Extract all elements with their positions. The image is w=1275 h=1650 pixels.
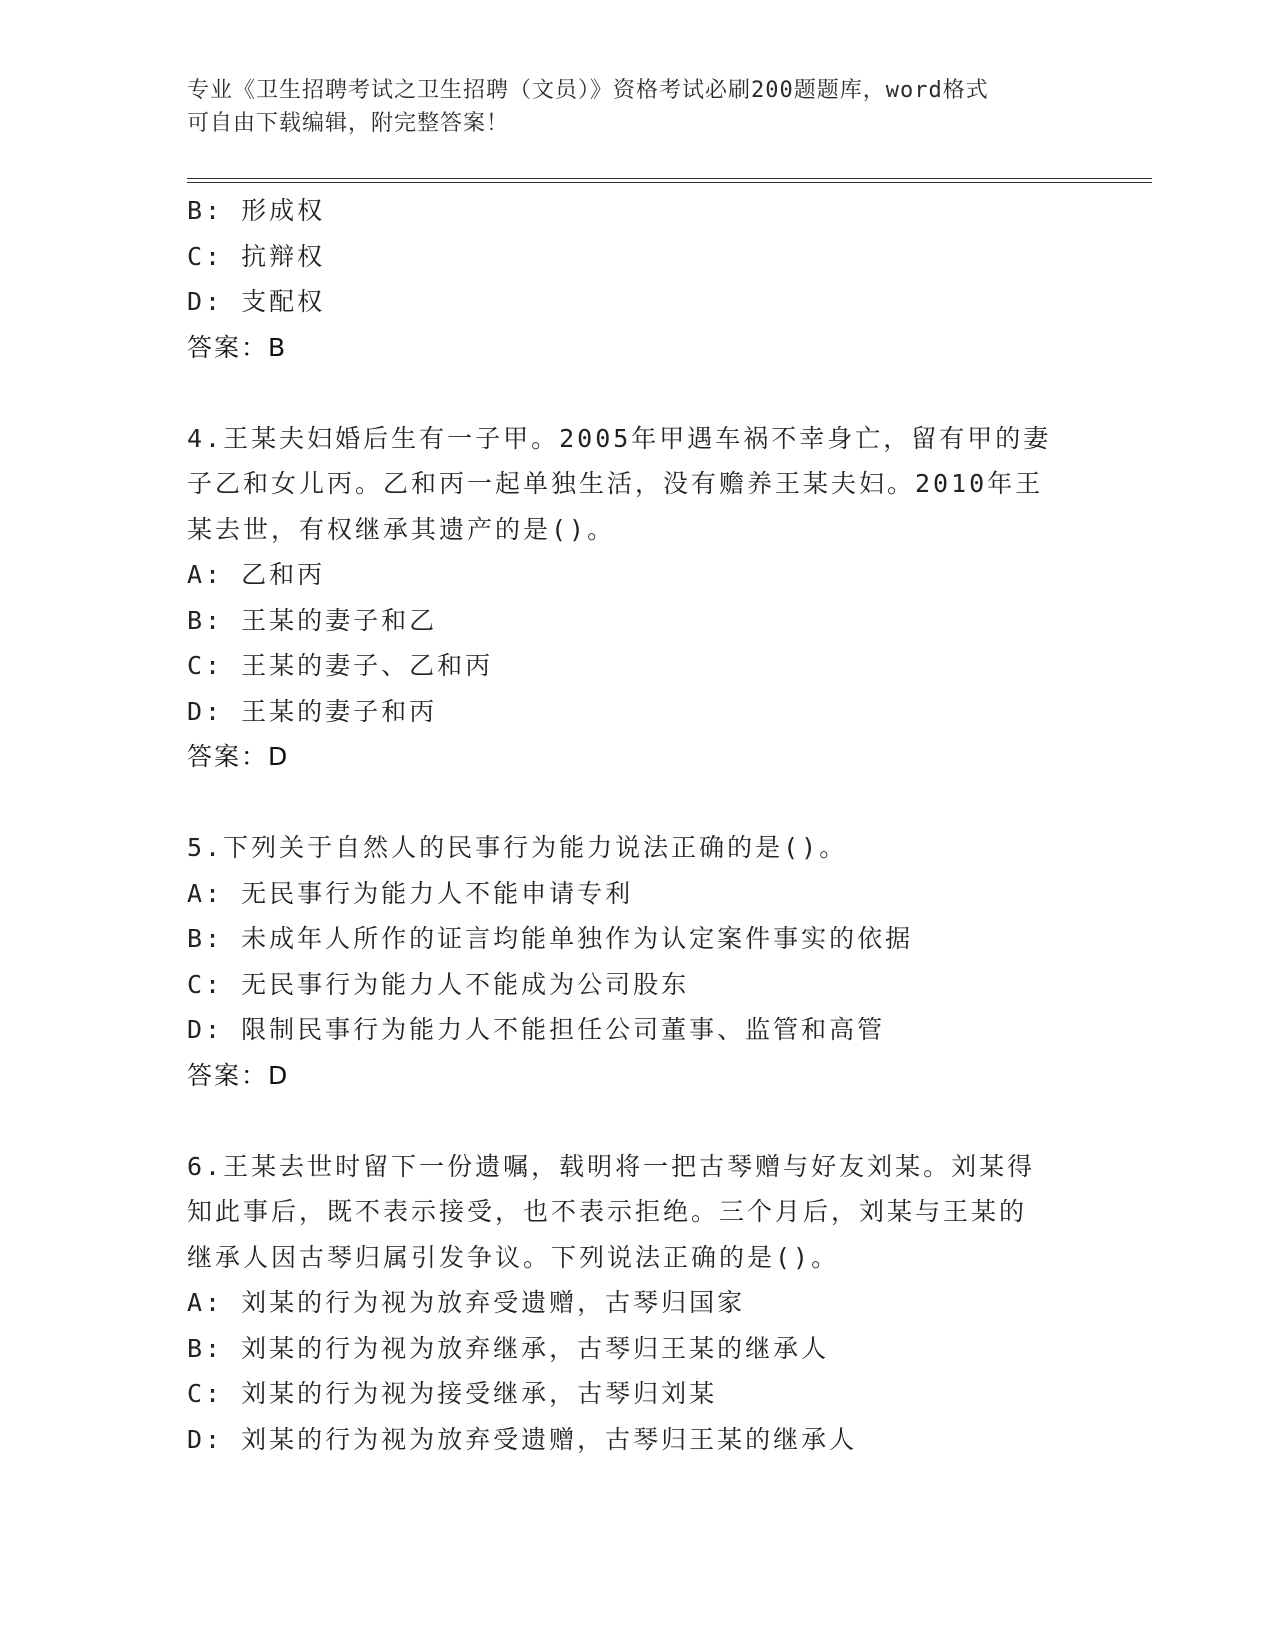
- option-c: C: 无民事行为能力人不能成为公司股东: [187, 969, 690, 999]
- option-c: C: 抗辩权: [187, 241, 326, 271]
- question-4: [187, 416, 1067, 781]
- option-a: A: 乙和丙: [187, 560, 326, 589]
- document-body: [187, 188, 1067, 1462]
- question-stem-line: 6.王某去世时留下一份遗嘱，载明将一把古琴赠与好友刘某。刘某得: [187, 1151, 1036, 1181]
- option-a: A: 刘某的行为视为放弃受遗赠，古琴归国家: [187, 1288, 746, 1317]
- question-stem-line: 知此事后，既不表示接受，也不表示拒绝。三个月后，刘某与王某的: [187, 1197, 1028, 1226]
- option-c: C: 王某的妻子、乙和丙: [187, 651, 494, 680]
- answer-line: 答案：B: [187, 332, 288, 362]
- option-d: D: 刘某的行为视为放弃受遗赠，古琴归王某的继承人: [187, 1424, 858, 1454]
- header-divider-bottom: [187, 182, 1152, 183]
- question-stem-line: 5.下列关于自然人的民事行为能力说法正确的是()。: [187, 833, 848, 862]
- question-stem-line: 子乙和女儿丙。乙和丙一起单独生活，没有赡养王某夫妇。2010年王: [187, 469, 1044, 498]
- header-divider-top: [187, 178, 1152, 179]
- question-stem-line: 某去世，有权继承其遗产的是()。: [187, 514, 616, 544]
- option-b: B: 形成权: [187, 196, 326, 225]
- option-d: D: 限制民事行为能力人不能担任公司董事、监管和高管: [187, 1015, 886, 1044]
- question-3: [187, 188, 1067, 371]
- answer-line: 答案：D: [187, 1060, 290, 1090]
- question-stem-line: 继承人因古琴归属引发争议。下列说法正确的是()。: [187, 1242, 840, 1272]
- answer-line: 答案：D: [187, 742, 290, 771]
- option-b: B: 刘某的行为视为放弃继承，古琴归王某的继承人: [187, 1333, 830, 1363]
- header-line-1: 专业《卫生招聘考试之卫生招聘（文员）》资格考试必刷200题题库，word格式: [187, 78, 989, 103]
- option-c: C: 刘某的行为视为接受继承，古琴归刘某: [187, 1379, 718, 1408]
- option-b: B: 王某的妻子和乙: [187, 605, 438, 635]
- question-6: [187, 1144, 1067, 1463]
- header-line-2: 可自由下载编辑，附完整答案！: [187, 111, 510, 136]
- question-stem-line: 4.王某夫妇婚后生有一子甲。2005年甲遇车祸不幸身亡，留有甲的妻: [187, 423, 1052, 453]
- option-d: D: 支配权: [187, 287, 326, 316]
- option-b: B: 未成年人所作的证言均能单独作为认定案件事实的依据: [187, 924, 914, 953]
- option-a: A: 无民事行为能力人不能申请专利: [187, 878, 634, 908]
- option-d: D: 王某的妻子和丙: [187, 696, 438, 726]
- question-5: [187, 825, 1067, 1099]
- document-header: [187, 74, 1067, 140]
